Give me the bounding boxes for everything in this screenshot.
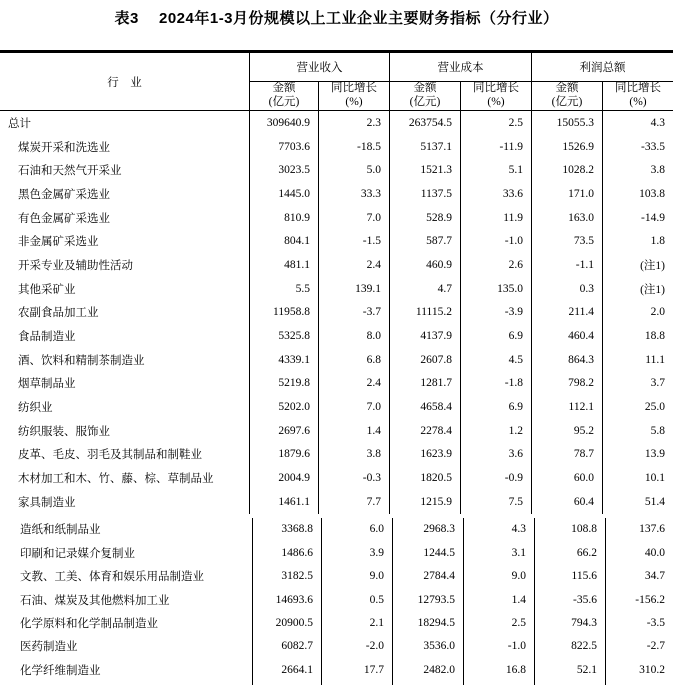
industry-label: 酒、饮料和精制茶制造业 (18, 354, 145, 367)
value-cell: 40.0 (605, 541, 673, 564)
value-cell: 3023.5 (249, 158, 318, 182)
value-cell: 171.0 (531, 182, 602, 206)
value-cell: 822.5 (534, 635, 605, 658)
value-cell: 4.5 (460, 348, 531, 372)
col-group-operating-cost: 营业成本 (389, 53, 531, 82)
value-cell: 0.5 (321, 588, 392, 611)
value-cell: 8.0 (318, 324, 389, 348)
table-row (0, 658, 673, 681)
value-cell: 2.0 (602, 301, 673, 325)
value-cell: -11.9 (460, 135, 531, 159)
value-cell: 1820.5 (389, 466, 460, 490)
col-header-cost-amount (389, 82, 460, 110)
industry-label: 石油和天然气开采业 (18, 165, 122, 178)
value-cell: 1879.6 (249, 443, 318, 467)
value-cell: 263754.5 (389, 111, 460, 135)
industry-label: 其他采矿业 (18, 283, 76, 296)
industry-label: 化学纤维制造业 (20, 664, 101, 677)
value-cell: 33.6 (460, 182, 531, 206)
value-cell: 1215.9 (389, 490, 460, 514)
value-cell: 2278.4 (389, 419, 460, 443)
value-cell: 112.1 (531, 395, 602, 419)
value-cell: 25.0 (602, 395, 673, 419)
value-cell: 4.7 (389, 277, 460, 301)
value-cell: 78.7 (531, 443, 602, 467)
value-cell: 6.9 (460, 395, 531, 419)
value-cell: 798.2 (531, 372, 602, 396)
col-group-total-profit: 利润总额 (531, 53, 673, 82)
value-cell: 6.0 (321, 518, 392, 541)
value-cell: -1.5 (318, 229, 389, 253)
industry-label: 化学原料和化学制品制造业 (20, 617, 158, 630)
table-row (0, 541, 673, 564)
value-cell: 115.6 (534, 564, 605, 587)
header-line: 金额 (272, 82, 296, 95)
value-cell: 9.0 (321, 564, 392, 587)
value-cell: 3.1 (463, 541, 534, 564)
table-row (0, 372, 673, 396)
value-cell: 211.4 (531, 301, 602, 325)
value-cell: 7.7 (318, 490, 389, 514)
value-cell: 810.9 (249, 206, 318, 230)
value-cell: -18.5 (318, 135, 389, 159)
value-cell: 7703.6 (249, 135, 318, 159)
value-cell: 6082.7 (252, 635, 321, 658)
header-line: 金额 (413, 82, 437, 95)
value-cell: 864.3 (531, 348, 602, 372)
value-cell: -156.2 (605, 588, 673, 611)
industry-label: 食品制造业 (18, 331, 76, 344)
value-cell: 4658.4 (389, 395, 460, 419)
value-cell: 1281.7 (389, 372, 460, 396)
value-cell: 7.0 (318, 395, 389, 419)
industry-label: 开采专业及辅助性活动 (18, 259, 133, 272)
value-cell: 135.0 (460, 277, 531, 301)
value-cell: 163.0 (531, 206, 602, 230)
table-row (0, 564, 673, 587)
value-cell: 3.6 (460, 443, 531, 467)
value-cell: 103.8 (602, 182, 673, 206)
value-cell (252, 681, 321, 685)
value-cell: -0.9 (460, 466, 531, 490)
value-cell: 2968.3 (392, 518, 463, 541)
value-cell: 52.1 (534, 658, 605, 681)
value-cell: -35.6 (534, 588, 605, 611)
value-cell: 14693.6 (252, 588, 321, 611)
value-cell: 95.2 (531, 419, 602, 443)
value-cell: -3.7 (318, 301, 389, 325)
industry-label: 造纸和纸制品业 (20, 524, 101, 537)
value-cell: 3536.0 (392, 635, 463, 658)
value-cell: 3.8 (602, 158, 673, 182)
value-cell: 2664.1 (252, 658, 321, 681)
table-row (0, 611, 673, 634)
value-cell: 5.8 (602, 419, 673, 443)
value-cell: 11.1 (602, 348, 673, 372)
industry-label: 有色金属矿采选业 (18, 212, 110, 225)
industry-label: 纺织业 (18, 402, 53, 415)
value-cell: 1.4 (463, 588, 534, 611)
col-header-industry: 行 业 (107, 76, 142, 89)
value-cell: 3.7 (602, 372, 673, 396)
table-row (0, 443, 673, 467)
value-cell (463, 681, 534, 685)
value-cell: -1.1 (531, 253, 602, 277)
value-cell: 1526.9 (531, 135, 602, 159)
value-cell: -33.5 (602, 135, 673, 159)
value-cell: 139.1 (318, 277, 389, 301)
value-cell: 5137.1 (389, 135, 460, 159)
industry-label (0, 681, 252, 685)
value-cell: 4.3 (463, 518, 534, 541)
header-line: 同比增长 (473, 82, 519, 95)
value-cell: (注1) (602, 277, 673, 301)
header-line: (亿元) (268, 96, 300, 108)
value-cell: 20900.5 (252, 611, 321, 634)
value-cell: 11958.8 (249, 301, 318, 325)
header-line: 同比增长 (331, 82, 377, 95)
value-cell: 1486.6 (252, 541, 321, 564)
value-cell: 11115.2 (389, 301, 460, 325)
industry-label: 皮革、毛皮、羽毛及其制品和制鞋业 (18, 449, 202, 462)
value-cell: 3368.8 (252, 518, 321, 541)
table-header (0, 50, 673, 111)
value-cell: -1.0 (460, 229, 531, 253)
value-cell: 481.1 (249, 253, 318, 277)
value-cell: 1521.3 (389, 158, 460, 182)
value-cell: 66.2 (534, 541, 605, 564)
value-cell: -2.7 (605, 635, 673, 658)
industry-label: 家具制造业 (18, 496, 76, 509)
value-cell: 137.6 (605, 518, 673, 541)
col-group-operating-revenue: 营业收入 (249, 53, 389, 82)
header-line: (%) (487, 96, 505, 108)
value-cell: 2.3 (318, 111, 389, 135)
value-cell: 1461.1 (249, 490, 318, 514)
value-cell: 1137.5 (389, 182, 460, 206)
industry-label: 文教、工美、体育和娱乐用品制造业 (20, 571, 204, 584)
value-cell: 11.9 (460, 206, 531, 230)
value-cell: 33.3 (318, 182, 389, 206)
industry-label: 黑色金属矿采选业 (18, 188, 110, 201)
industry-label: 印刷和记录媒介复制业 (20, 547, 135, 560)
value-cell: 4.3 (602, 111, 673, 135)
value-cell: 0.3 (531, 277, 602, 301)
value-cell: 60.4 (531, 490, 602, 514)
value-cell: 1623.9 (389, 443, 460, 467)
value-cell: -14.9 (602, 206, 673, 230)
value-cell: 1.4 (318, 419, 389, 443)
table-title: 表3 2024年1-3月份规模以上工业企业主要财务指标（分行业） (114, 10, 559, 27)
value-cell: 2.6 (460, 253, 531, 277)
value-cell: 2.5 (460, 111, 531, 135)
col-header-cost-growth (460, 82, 531, 110)
value-cell: 15055.3 (531, 111, 602, 135)
table-row (0, 206, 673, 230)
value-cell: 3.8 (318, 443, 389, 467)
value-cell: 1445.0 (249, 182, 318, 206)
industry-label: 农副食品加工业 (18, 307, 99, 320)
industry-label: 木材加工和木、竹、藤、棕、草制品业 (18, 473, 214, 486)
value-cell: 51.4 (602, 490, 673, 514)
value-cell: 2784.4 (392, 564, 463, 587)
value-cell: 2.5 (463, 611, 534, 634)
table-row (0, 135, 673, 159)
industry-label: 医药制造业 (20, 641, 78, 654)
value-cell: 460.4 (531, 324, 602, 348)
value-cell: 310.2 (605, 658, 673, 681)
value-cell: 5219.8 (249, 372, 318, 396)
value-cell (605, 681, 673, 685)
value-cell: 18.8 (602, 324, 673, 348)
value-cell (534, 681, 605, 685)
value-cell: 5.5 (249, 277, 318, 301)
value-cell: 17.7 (321, 658, 392, 681)
value-cell: 309640.9 (249, 111, 318, 135)
table-row (0, 395, 673, 419)
value-cell: 60.0 (531, 466, 602, 490)
value-cell: 9.0 (463, 564, 534, 587)
value-cell: 2482.0 (392, 658, 463, 681)
table-section-upper (0, 111, 673, 514)
value-cell: 1244.5 (392, 541, 463, 564)
value-cell: 804.1 (249, 229, 318, 253)
industry-label: 煤炭开采和洗选业 (18, 141, 110, 154)
col-header-profit-amount (531, 82, 602, 110)
value-cell: 7.5 (460, 490, 531, 514)
value-cell: 18294.5 (392, 611, 463, 634)
table-section-lower (0, 518, 673, 682)
value-cell: -1.8 (460, 372, 531, 396)
value-cell: 2.4 (318, 253, 389, 277)
industry-label: 总计 (8, 117, 31, 130)
header-line: 同比增长 (615, 82, 661, 95)
table-row (0, 111, 673, 135)
value-cell: 13.9 (602, 443, 673, 467)
header-line: (%) (629, 96, 647, 108)
value-cell (321, 681, 392, 685)
value-cell: 3.9 (321, 541, 392, 564)
col-header-revenue-amount (249, 82, 318, 110)
value-cell: 587.7 (389, 229, 460, 253)
table-row-clipped (0, 681, 673, 685)
value-cell: 6.8 (318, 348, 389, 372)
table-row (0, 466, 673, 490)
header-line: (%) (345, 96, 363, 108)
col-header-revenue-growth (318, 82, 389, 110)
value-cell: 528.9 (389, 206, 460, 230)
header-line: (亿元) (409, 96, 441, 108)
value-cell: (注1) (602, 253, 673, 277)
value-cell (392, 681, 463, 685)
industry-label: 烟草制品业 (18, 378, 76, 391)
table-row (0, 518, 673, 541)
value-cell: 34.7 (605, 564, 673, 587)
value-cell: 5.0 (318, 158, 389, 182)
value-cell: 5202.0 (249, 395, 318, 419)
industry-label: 非金属矿采选业 (18, 236, 99, 249)
col-header-profit-growth (602, 82, 673, 110)
value-cell: 5.1 (460, 158, 531, 182)
table-row (0, 588, 673, 611)
value-cell: 5325.8 (249, 324, 318, 348)
value-cell: 12793.5 (392, 588, 463, 611)
value-cell: 1028.2 (531, 158, 602, 182)
value-cell: 4137.9 (389, 324, 460, 348)
table-row (0, 301, 673, 325)
value-cell: 2697.6 (249, 419, 318, 443)
table-row (0, 419, 673, 443)
value-cell: 1.2 (460, 419, 531, 443)
table-row (0, 253, 673, 277)
table-row (0, 182, 673, 206)
value-cell: 6.9 (460, 324, 531, 348)
value-cell: -1.0 (463, 635, 534, 658)
value-cell: 2004.9 (249, 466, 318, 490)
value-cell: 2607.8 (389, 348, 460, 372)
header-line: 金额 (555, 82, 579, 95)
value-cell: 7.0 (318, 206, 389, 230)
value-cell: -3.5 (605, 611, 673, 634)
value-cell: 794.3 (534, 611, 605, 634)
financial-indicators-table (0, 50, 673, 685)
value-cell: -2.0 (321, 635, 392, 658)
value-cell: -3.9 (460, 301, 531, 325)
header-line: (亿元) (551, 96, 583, 108)
value-cell: 10.1 (602, 466, 673, 490)
value-cell: 2.4 (318, 372, 389, 396)
value-cell: 3182.5 (252, 564, 321, 587)
value-cell: 16.8 (463, 658, 534, 681)
table-row (0, 635, 673, 658)
value-cell: 460.9 (389, 253, 460, 277)
value-cell: 108.8 (534, 518, 605, 541)
table-row (0, 277, 673, 301)
table-row (0, 348, 673, 372)
industry-label: 纺织服装、服饰业 (18, 425, 110, 438)
value-cell: 1.8 (602, 229, 673, 253)
table-row (0, 229, 673, 253)
table-row (0, 158, 673, 182)
value-cell: 73.5 (531, 229, 602, 253)
table-row (0, 490, 673, 514)
industry-label: 石油、煤炭及其他燃料加工业 (20, 594, 170, 607)
value-cell: 4339.1 (249, 348, 318, 372)
value-cell: -0.3 (318, 466, 389, 490)
value-cell: 2.1 (321, 611, 392, 634)
table-row (0, 324, 673, 348)
